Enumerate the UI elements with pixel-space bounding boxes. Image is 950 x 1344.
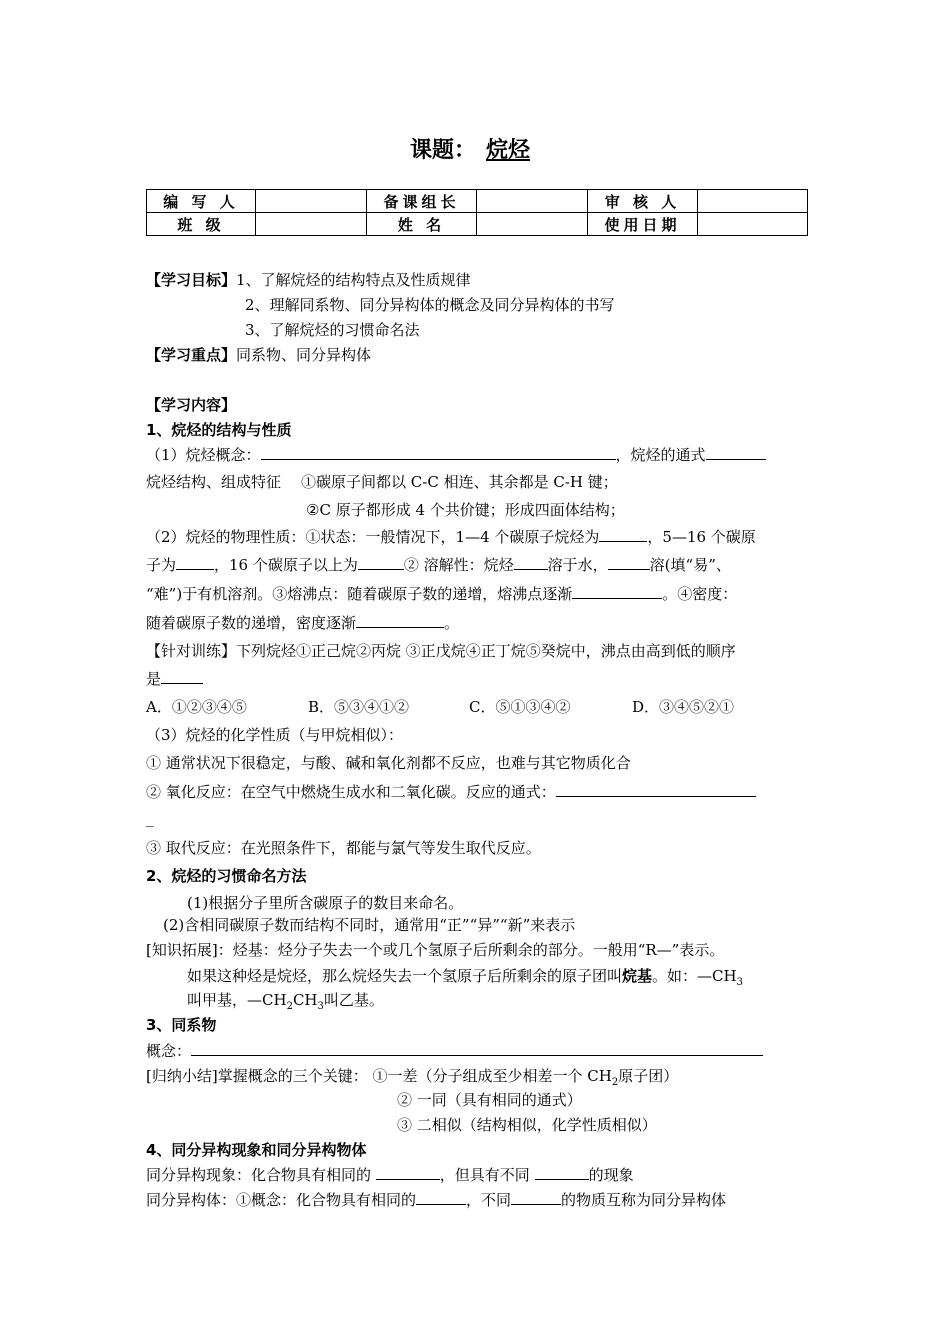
isomer-text: 的现象 [588,1166,634,1184]
content-label: 【学习内容】 [146,396,237,414]
physical-text: 随着碳原子数的递增，密度逐渐 [146,614,357,632]
extension-line: [知识拓展]：烃基：烃分子失去一个或几个氢原子后所剩余的部分。一般用“R—”表示。 [146,941,725,959]
section-3-heading: 3、同系物 [146,1016,217,1034]
info-table [146,189,808,236]
isomer-blank-1[interactable] [376,1165,440,1180]
isomer-text: 同分异构体：①概念：化合物具有相同的 [146,1191,417,1209]
isomerism-line [146,1165,634,1185]
chemical-heading: （3）烷烃的化学性质（与甲烷相似）： [146,726,404,744]
chemical-item: ② 氧化反应：在空气中燃烧生成水和二氧化碳。反应的通式： [146,783,556,801]
drill-text: 是 [146,670,162,688]
title-topic: 烷烃 [486,138,531,163]
focus-text: 同系物、同分异构体 [236,346,372,364]
alkyl-term: 烷基 [622,967,653,985]
focus-line [146,345,371,365]
info-label-author: 编 写 人 [147,190,256,213]
physical-text: （2）烷烃的物理性质：①状态：一般情况下，1—4 个碳原子烷烃为 [146,528,600,546]
homolog-concept-line [146,1041,763,1061]
concept-text: （1）烷烃概念： [146,446,261,464]
formula-blank[interactable] [706,445,766,460]
option-a[interactable]: A．①②③④⑤ [146,698,247,716]
isomer-text: ，不同 [466,1191,512,1209]
option-b[interactable]: B．⑤③④①② [308,698,410,716]
title-prefix: 课题： [409,138,476,163]
isomer-blank-4[interactable] [511,1190,561,1205]
isomer-text: 同分异构现象：化合物具有相同的 [146,1166,376,1184]
info-label-reviewer: 审 核 人 [588,190,698,213]
state-blank-3[interactable] [358,555,404,570]
info-label-name: 姓 名 [367,213,477,236]
state-blank-2[interactable] [176,555,214,570]
subscript: 3 [317,1001,324,1012]
extension-text: CH [292,991,318,1009]
drill-blank[interactable] [161,669,203,684]
density-blank[interactable] [356,613,444,628]
summary-key: ② 一同（具有相同的通式） [397,1091,582,1109]
info-label-group-leader: 备课组长 [367,190,477,213]
option-d[interactable]: D．③④⑤②① [632,698,735,716]
physical-text: ② 溶解性：烷烃 [403,556,514,574]
naming-item: (1)根据分子里所含碳原子的数目来命名。 [187,894,464,912]
physical-line-3 [146,584,737,604]
info-value-name[interactable] [477,213,588,236]
summary-key: ③ 二相似（结构相似，化学性质相似） [397,1116,657,1134]
summary-text: [归纳小结]掌握概念的三个关键： ①一差（分子组成至少相差一个 CH [146,1067,612,1085]
physical-text: ，16 个碳原子以上为 [214,556,358,574]
solubility-blank-1[interactable] [514,555,548,570]
alkane-concept-line [146,445,766,465]
structure-line [146,472,618,492]
isomer-text: 的物质互称为同分异构体 [561,1191,727,1209]
physical-text: 溶于水， [547,556,608,574]
goal-item: 2、理解同系物、同分异构体的概念及同分异构体的书写 [245,296,615,314]
solubility-blank-2[interactable] [608,555,650,570]
physical-line-1 [146,527,756,547]
homolog-blank[interactable] [191,1041,763,1056]
goal-item: 1、了解烷烃的结构特点及性质规律 [236,271,471,289]
physical-line-4 [146,613,459,633]
section-2-heading: 2、烷烃的习惯命名方法 [146,867,307,885]
boiling-blank[interactable] [572,584,662,599]
oxidation-line [146,782,756,802]
chemical-item: ③ 取代反应：在光照条件下，都能与氯气等发生取代反应。 [146,839,541,857]
oxidation-cont: _ [146,809,154,827]
drill-answer-line [146,669,203,689]
oxidation-blank[interactable] [556,782,756,797]
structure-item: ①碳原子间都以 C-C 相连、其余都是 C-H 键； [301,473,618,491]
extension-text: 。如：—CH [652,967,737,985]
isomer-text: ，但具有不同 [439,1166,535,1184]
physical-text: ，5—16 个碳原 [647,528,756,546]
isomer-blank-3[interactable] [416,1190,466,1205]
summary-text: 原子团） [618,1067,679,1085]
summary-line [146,1066,678,1086]
physical-text: 。 [444,614,460,632]
concept-text: 概念： [146,1042,192,1060]
page-title [0,136,950,166]
chemical-item: ① 通常状况下很稳定，与酸、碱和氧化剂都不反应，也难与其它物质化合 [146,754,631,772]
info-label-class: 班 级 [147,213,256,236]
extension-line [187,990,384,1010]
extension-text: 叫甲基，—CH [187,991,287,1009]
state-blank-1[interactable] [599,527,647,542]
formula-text: ，烷烃的通式 [615,446,706,464]
physical-text: 。④密度： [662,585,738,603]
goals-label: 【学习目标】 [146,271,237,289]
info-value-author[interactable] [256,190,367,213]
physical-text: 溶(填“易”、 [649,556,731,574]
focus-label: 【学习重点】 [146,346,237,364]
info-value-group-leader[interactable] [477,190,588,213]
isomer-blank-2[interactable] [535,1165,589,1180]
extension-text: 叫乙基。 [323,991,384,1009]
section-4-heading: 4、同分异构现象和同分异构物体 [146,1141,367,1159]
physical-text: “难”)于有机溶剂。③熔沸点：随着碳原子数的递增，熔沸点逐渐 [146,585,573,603]
goal-item: 3、了解烷烃的习惯命名法 [245,321,420,339]
extension-line [187,966,743,986]
concept-blank[interactable] [261,445,616,460]
info-row [147,190,808,213]
drill-question: 【针对训练】下列烷烃①正己烷②丙烷 ③正戊烷④正丁烷⑤癸烷中，沸点由高到低的顺序 [146,642,736,660]
subscript: 2 [286,1001,293,1012]
info-value-reviewer[interactable] [698,190,808,213]
physical-line-2 [146,555,731,575]
structure-label: 烷烃结构、组成特征 [146,473,282,491]
info-value-class[interactable] [256,213,367,236]
naming-item: (2)含相同碳原子数而结构不同时，通常用“正”“异”“新”来表示 [163,916,576,934]
goals-line-1 [146,270,471,290]
info-row [147,213,808,236]
info-label-date: 使用日期 [588,213,698,236]
subscript: 2 [611,1077,619,1088]
info-value-date[interactable] [698,213,808,236]
extension-text: 如果这种烃是烷烃，那么烷烃失去一个氢原子后所剩余的原子团叫 [187,967,623,985]
isomer-line [146,1190,726,1210]
subscript: 3 [736,977,743,988]
option-c[interactable]: C．⑤①③④② [469,698,571,716]
structure-item: ②C 原子都形成 4 个共价键；形成四面体结构； [306,501,625,519]
physical-text: 子为 [146,556,177,574]
section-1-heading: 1、烷烃的结构与性质 [146,421,292,439]
